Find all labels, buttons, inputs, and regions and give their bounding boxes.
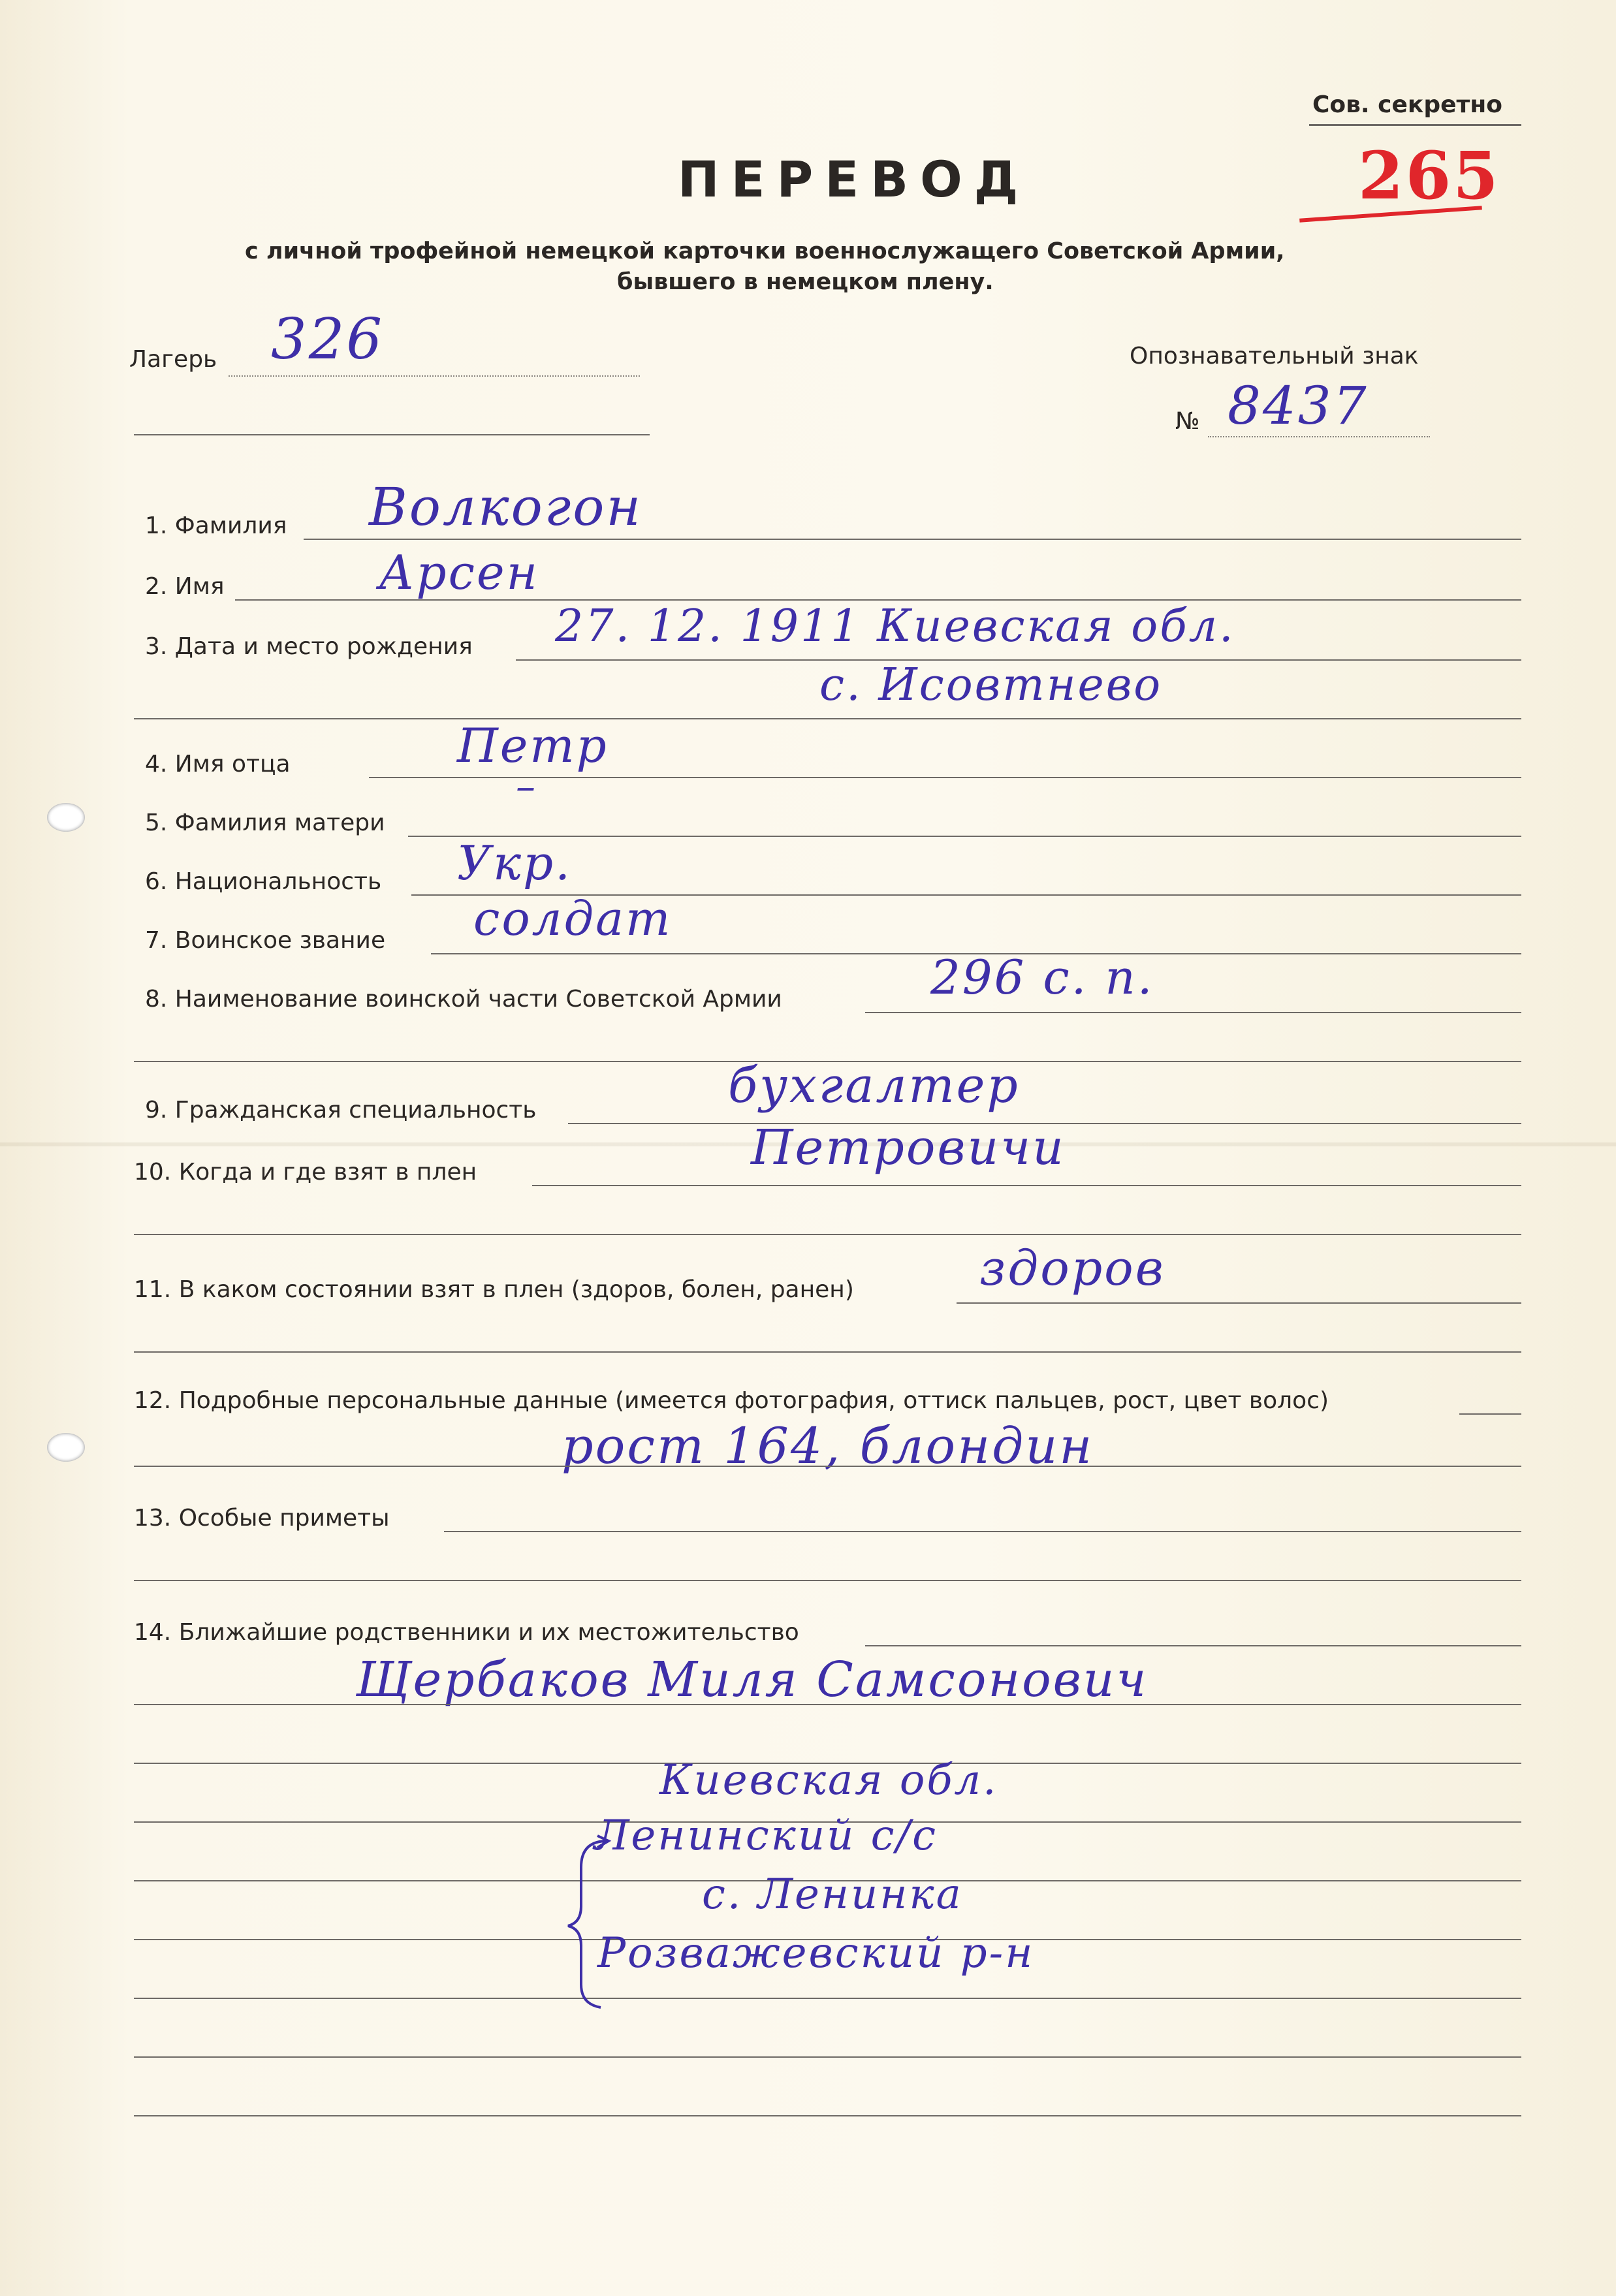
- field-2-label: 2. Имя: [145, 573, 225, 600]
- subtitle-line-2: бывшего в немецком плену.: [617, 269, 994, 295]
- field-5-label: 5. Фамилия матери: [145, 810, 385, 836]
- field-11-line-2: [134, 1351, 1521, 1353]
- id-tag-no: №: [1175, 408, 1200, 435]
- camp-label: Лагерь: [129, 346, 217, 373]
- field-6-value: Укр.: [457, 836, 573, 890]
- field-1-value: Волкогон: [369, 477, 643, 537]
- field-14-line-9: [134, 2115, 1521, 2116]
- field-9-label: 9. Гражданская специальность: [145, 1097, 537, 1124]
- field-4-value: Петр: [457, 718, 609, 773]
- field-3-line-2: [134, 718, 1521, 719]
- field-6-label: 6. Национальность: [145, 868, 382, 895]
- field-4-label: 4. Имя отца: [145, 751, 291, 778]
- field-11-line: [957, 1302, 1521, 1304]
- id-tag-line: [1208, 436, 1430, 437]
- field-10-line: [532, 1185, 1521, 1186]
- field-11-value: здоров: [979, 1240, 1165, 1297]
- field-11-label: 11. В каком состоянии взят в плен (здоров, болен, ранен): [134, 1276, 854, 1303]
- field-14-line: [865, 1645, 1521, 1646]
- punch-hole: [47, 1433, 85, 1462]
- field-14-address-3: с. Ленинка: [702, 1870, 963, 1919]
- field-2-value: Арсен: [379, 545, 539, 600]
- camp-line-2: [134, 434, 650, 435]
- document-title: ПЕРЕВОД: [678, 150, 1030, 208]
- camp-value: 326: [271, 307, 385, 372]
- field-10-value: Петровичи: [751, 1120, 1066, 1176]
- field-7-value: солдат: [473, 891, 673, 946]
- handwritten-bracket: [562, 1828, 614, 2017]
- field-12-label: 12. Подробные персональные данные (имеется фотография, оттиск пальцев, рост, цвет волос): [134, 1387, 1329, 1414]
- field-8-value: 296 с. п.: [930, 950, 1154, 1005]
- field-1-label: 1. Фамилия: [145, 512, 287, 539]
- id-tag-value: 8437: [1228, 375, 1369, 436]
- field-7-label: 7. Воинское звание: [145, 927, 386, 954]
- classification-stamp: Сов. секретно: [1312, 91, 1502, 118]
- field-14-address-4: Розважевский р-н: [597, 1929, 1035, 1977]
- field-9-value: бухгалтер: [728, 1058, 1020, 1114]
- field-12-value: рост 164, блондин: [562, 1417, 1094, 1475]
- field-13-line-2: [134, 1580, 1521, 1581]
- field-14-address-1: Киевская обл.: [659, 1756, 998, 1804]
- field-12-line: [1459, 1413, 1521, 1415]
- field-13-line: [444, 1531, 1521, 1532]
- field-8-label: 8. Наименование воинской части Советской Армии: [145, 986, 782, 1013]
- field-1-line: [304, 539, 1521, 540]
- field-5-line: [408, 836, 1521, 837]
- field-3-value: 27. 12. 1911 Киевская обл.: [555, 601, 1235, 652]
- field-8-line: [865, 1012, 1521, 1013]
- field-3-label: 3. Дата и место рождения: [145, 633, 473, 660]
- field-5-value: –: [516, 764, 537, 810]
- field-14-line-7: [134, 1998, 1521, 1999]
- field-10-label: 10. Когда и где взят в плен: [134, 1159, 477, 1186]
- field-14-value: Щербаков Миля Самсонович: [356, 1652, 1149, 1708]
- field-14-address-2: Ленинский с/с: [594, 1812, 938, 1860]
- camp-line: [229, 375, 640, 377]
- field-14-line-8: [134, 2056, 1521, 2058]
- field-12-line-2: [134, 1466, 1521, 1467]
- id-tag-label: Опознавательный знак: [1130, 343, 1419, 370]
- document-number: 265: [1358, 137, 1500, 214]
- field-14-label: 14. Ближайшие родственники и их местожительство: [134, 1619, 799, 1646]
- field-4-line: [369, 777, 1521, 778]
- classification-underline: [1309, 124, 1521, 126]
- field-3-value-2: с. Исовтнево: [819, 659, 1163, 711]
- punch-hole: [47, 803, 85, 832]
- field-14-line-2: [134, 1704, 1521, 1705]
- field-10-line-2: [134, 1234, 1521, 1235]
- field-13-label: 13. Особые приметы: [134, 1505, 390, 1532]
- subtitle-line-1: с личной трофейной немецкой карточки военнослужащего Советской Армии,: [245, 238, 1285, 264]
